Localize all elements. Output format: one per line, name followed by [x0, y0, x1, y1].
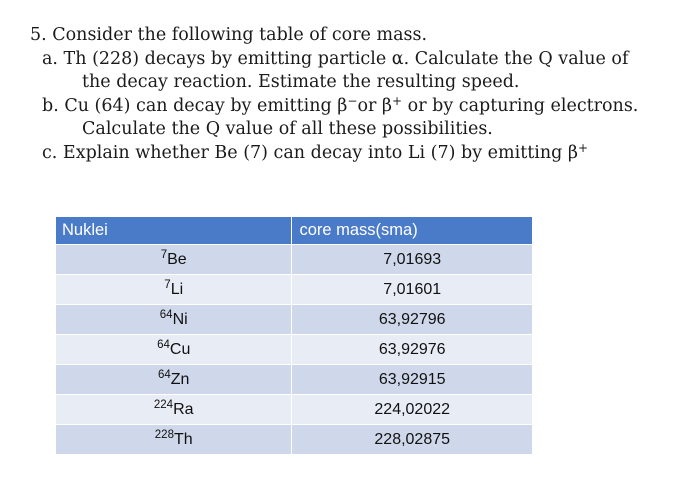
part-b-line-2: Calculate the Q value of all these possibilities. [82, 119, 493, 140]
element-symbol: Ra [173, 400, 194, 418]
mass-number: 64 [157, 338, 170, 351]
problem-title: 5. Consider the following table of core mass. [30, 25, 428, 45]
beta-minus-superscript: − [347, 93, 358, 108]
mass-cell: 63,92796 [292, 305, 533, 335]
beta-plus-superscript-c: + [578, 140, 589, 155]
part-b-text-1: b. Cu (64) can decay by emitting β [42, 95, 348, 116]
mass-cell: 224,02022 [292, 395, 533, 425]
element-symbol: Cu [169, 340, 191, 358]
table-row [56, 245, 533, 275]
mass-cell: 63,92976 [292, 335, 533, 365]
mass-cell: 7,01693 [292, 245, 533, 275]
table-row [56, 275, 533, 305]
element-symbol: Zn [170, 370, 190, 388]
part-a-line-1: a. Th (228) decays by emitting particle α. Calculate the Q value of [42, 48, 629, 69]
mass-number: 64 [159, 308, 173, 321]
table-row [56, 305, 533, 335]
table-row [56, 365, 533, 395]
nuclide-cell [56, 425, 292, 455]
part-b-text-3: or by capturing electrons. [402, 95, 639, 116]
nuclide-cell [56, 395, 292, 425]
element-symbol: Be [167, 250, 187, 268]
header-nuclei: Nuklei [56, 217, 292, 245]
element-symbol: Th [173, 430, 193, 448]
part-a-line-2: the decay reaction. Estimate the resulting speed. [82, 72, 520, 93]
part-b-text-2: or β [357, 95, 393, 116]
element-symbol: Ni [172, 310, 188, 328]
part-c-line [30, 142, 670, 166]
table-row [56, 335, 533, 365]
nuclide-cell [56, 245, 292, 275]
mass-number: 7 [164, 278, 171, 291]
nuclide-cell [56, 305, 292, 335]
element-symbol: Li [170, 280, 184, 298]
mass-cell: 228,02875 [292, 425, 533, 455]
problem-statement [30, 24, 670, 166]
table-header-row [56, 217, 533, 245]
mass-cell: 63,92915 [292, 365, 533, 395]
mass-number: 224 [153, 398, 174, 411]
core-mass-table [55, 216, 533, 455]
table-row [56, 425, 533, 455]
beta-plus-superscript: + [392, 93, 403, 108]
mass-number: 228 [154, 428, 174, 441]
part-c-text: c. Explain whether Be (7) can decay into Li (7) by emitting β [42, 142, 579, 163]
mass-number: 64 [157, 368, 171, 381]
mass-cell: 7,01601 [292, 275, 533, 305]
nuclide-cell [56, 335, 292, 365]
header-core-mass: core mass(sma) [292, 217, 533, 245]
nuclide-cell [56, 365, 292, 395]
part-b-line-1 [30, 95, 670, 119]
nuclide-cell [56, 275, 292, 305]
mass-number: 7 [160, 248, 168, 261]
table-row [56, 395, 533, 425]
